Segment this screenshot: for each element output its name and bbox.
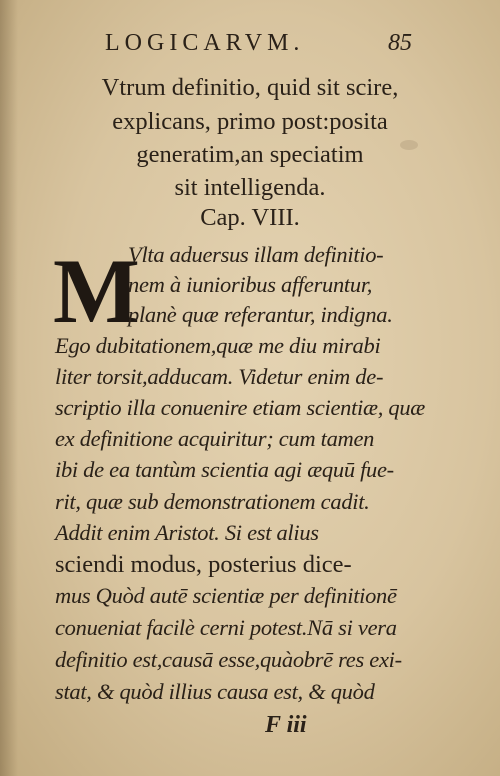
text-line: definitio est,causā esse,quàobrē res exi-: [55, 647, 402, 672]
heading-line: explicans, primo post:posita: [112, 108, 388, 135]
text-line: ex definitione acquiritur; cum tamen: [55, 426, 375, 451]
heading-line: Vtrum definitio, quid sit scire,: [101, 74, 399, 101]
text-line: Vlta aduersus illam definitio-: [128, 242, 384, 267]
text-line: liter torsit,adducam. Videtur enim de-: [55, 364, 384, 389]
text-line: rit, quæ sub demonstrationem cadit.: [55, 489, 370, 514]
text-line: conueniat facilè cerni potest.Nā si vera: [55, 615, 397, 640]
text-line: stat, & quòd illius causa est, & quòd: [55, 679, 375, 704]
page-header: [0, 30, 500, 64]
signature-mark: F iii: [265, 712, 307, 738]
heading-line: generatim,an speciatim: [136, 141, 364, 168]
heading-line: sit intelligenda.: [174, 174, 326, 201]
text-line: Ego dubitationem,quæ me diu mirabi: [55, 333, 381, 358]
text-line: ibi de ea tantùm scientia agi æquū fue-: [55, 457, 394, 482]
text-line: sciendi modus, posterius dice-: [55, 551, 352, 578]
text-line: planè quæ referantur, indigna.: [128, 302, 393, 327]
text-line: nem à iunioribus afferuntur,: [128, 272, 373, 297]
chapter-number: Cap. VIII.: [200, 204, 300, 231]
running-head: LOGICARVM.: [105, 30, 305, 56]
drop-cap: M: [53, 240, 140, 342]
text-line: scriptio illa conuenire etiam scientiæ, quæ: [55, 395, 425, 420]
page-number: 85: [388, 30, 412, 56]
text-line: mus Quòd autē scientiæ per definitionē: [55, 583, 397, 608]
text-line: Addit enim Aristot. Si est alius: [55, 520, 319, 545]
